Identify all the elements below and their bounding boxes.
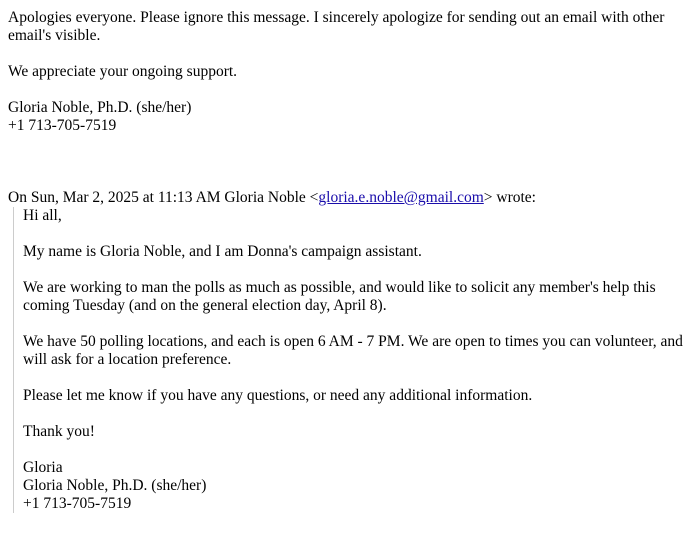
signature-phone: +1 713-705-7519	[8, 117, 117, 134]
thanks-text: Thank you!	[23, 423, 95, 440]
email-body	[8, 9, 692, 513]
quoted-sign-name: Gloria Noble, Ph.D. (she/her)	[23, 477, 207, 494]
attribution-prefix: On Sun, Mar 2, 2025 at 11:13 AM Gloria Noble <	[8, 189, 319, 206]
quoted-sign-phone: +1 713-705-7519	[23, 495, 132, 512]
signature-name: Gloria Noble, Ph.D. (she/her)	[8, 99, 192, 116]
quoted-intro	[23, 243, 692, 261]
reply-paragraph-apology	[8, 9, 692, 45]
greeting-text: Hi all,	[23, 207, 62, 224]
reply-signature	[8, 99, 692, 135]
quoted-message	[13, 207, 692, 513]
reply-paragraph-support	[8, 63, 692, 81]
quoted-signature	[23, 459, 692, 513]
intro-text: My name is Gloria Noble, and I am Donna's campaign assistant.	[23, 243, 422, 260]
locations-text: We have 50 polling locations, and each is open 6 AM - 7 PM. We are open to times you can volunteer, and will ask for a location preference.	[23, 333, 683, 368]
questions-text: Please let me know if you have any questions, or need any additional information.	[23, 387, 533, 404]
quoted-thanks	[23, 423, 692, 441]
sender-email-link[interactable]: gloria.e.noble@gmail.com	[318, 189, 484, 206]
quoted-greeting	[23, 207, 692, 225]
quote-attribution	[8, 189, 692, 207]
quoted-polls	[23, 279, 692, 315]
apology-text: Apologies everyone. Please ignore this message. I sincerely apologize for sending out an email with other email's visible.	[8, 9, 665, 44]
support-text: We appreciate your ongoing support.	[8, 63, 238, 80]
spacer	[8, 135, 692, 189]
quoted-questions	[23, 387, 692, 405]
attribution-suffix: > wrote:	[483, 189, 536, 206]
quoted-locations	[23, 333, 692, 369]
quoted-sign-first: Gloria	[23, 459, 63, 476]
polls-text: We are working to man the polls as much as possible, and would like to solicit any member's help this coming Tuesday (and on the general election day, April 8).	[23, 279, 656, 314]
